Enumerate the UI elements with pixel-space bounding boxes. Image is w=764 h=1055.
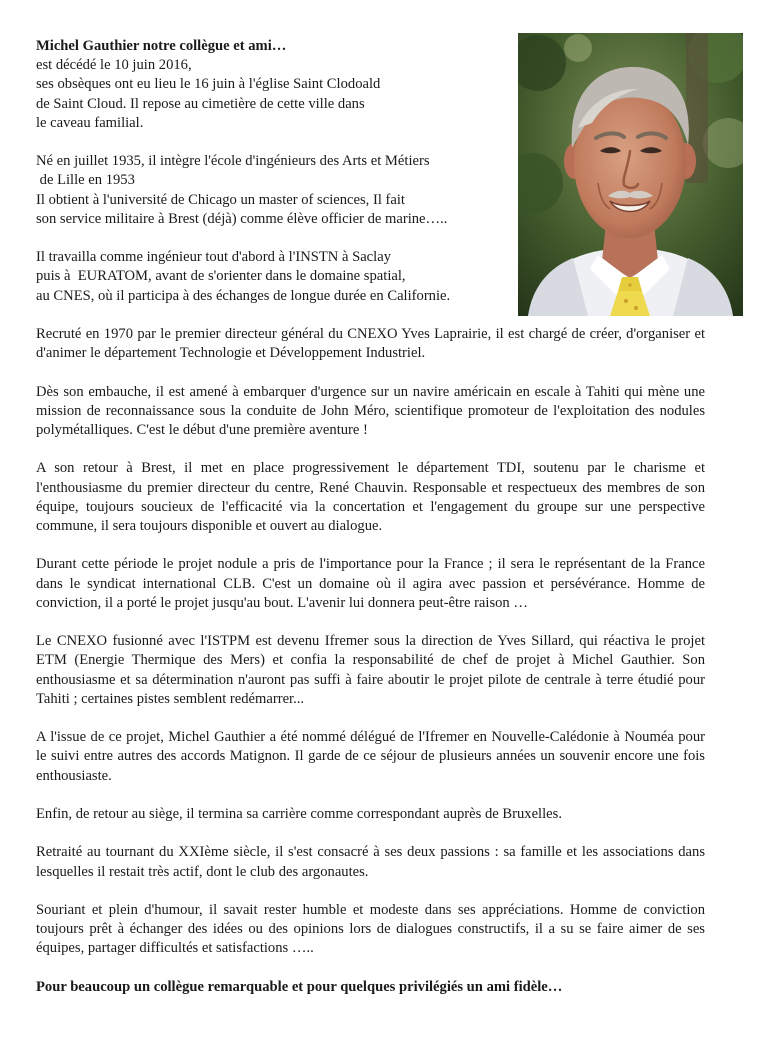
body-paragraph: Dès son embauche, il est amené à embarquer d'urgence sur un navire américain en escale à Tahiti qui mène une mission de reconnaissance sous la conduite de John Méro, scientifique promoteur de l'exploitation des nodules polymétalliques. C'est le début d'une première aventure ! — [36, 383, 705, 438]
body-paragraph: Retraité au tournant du XXIème siècle, il s'est consacré à ses deux passions : sa famille et les associations dans lesquelles il restait très actif, dont le club des argonautes. — [36, 844, 705, 880]
body-paragraph: A l'issue de ce projet, Michel Gauthier a été nommé délégué de l'Ifremer en Nouvelle-Calédonie à Nouméa pour le suivi entre autres des accords Matignon. Il garde de ce séjour de plusieurs années un souvenir encore une fois enthousiaste. — [36, 729, 705, 784]
text-line: Il travailla comme ingénieur tout d'abord à l'INSTN à Saclay — [36, 249, 391, 266]
text-line: de Saint Cloud. Il repose au cimetière de cette ville dans — [36, 95, 365, 112]
text-line: le caveau familial. — [36, 114, 144, 131]
text-line: son service militaire à Brest (déjà) comme élève officier de marine….. — [36, 210, 448, 227]
body-paragraph: Souriant et plein d'humour, il savait rester humble et modeste dans ses appréciations. Homme de conviction toujours prêt à échanger des idées ou des opinions lors de dialogues constructifs, il a su se faire aimer de ses équipes, partager difficultés et satisfactions ….. — [36, 901, 705, 957]
text-line: puis à EURATOM, avant de s'orienter dans le domaine spatial, — [36, 268, 406, 285]
closing-line: Pour beaucoup un collègue remarquable et pour quelques privilégiés un ami fidèle… — [36, 978, 563, 995]
text-line: de Lille en 1953 — [36, 172, 135, 189]
portrait-photo — [518, 33, 743, 316]
text-line: ses obsèques ont eu lieu le 16 juin à l'église Saint Clodoald — [36, 76, 381, 93]
body-paragraph: Le CNEXO fusionné avec l'ISTPM est devenu Ifremer sous la direction de Yves Sillard, qui réactiva le projet ETM (Energie Thermique des Mers) et confia la responsabilité de chef de projet à Michel Gauthier. Son enthousiasme et sa détermination n'auront pas suffi à faire aboutir le projet pilote de centrale à terre étudié pour Tahiti ; certaines pistes semblent redémarrer... — [36, 633, 705, 707]
intro-paragraph-2 — [36, 152, 516, 229]
text-line: Né en juillet 1935, il intègre l'école d'ingénieurs des Arts et Métiers — [36, 153, 430, 170]
text-line: au CNES, où il participa à des échanges de longue durée en Californie. — [36, 287, 451, 304]
body-paragraph: Durant cette période le projet nodule a pris de l'importance pour la France ; il sera le représentant de la France dans le syndicat international CLB. C'est un domaine où il agira avec passion et persévérance. Homme de conviction, il a porté le projet jusqu'au bout. L'avenir lui donnera peut-être raison … — [36, 556, 705, 611]
text-line: Il obtient à l'université de Chicago un master of sciences, Il fait — [36, 191, 405, 208]
body-paragraph: A son retour à Brest, il met en place progressivement le département TDI, soutenu par le charisme et l'enthousiasme du premier directeur du centre, René Chauvin. Responsable et respectueux des membres de son équipe, toujours soucieux de l'efficacité via la concertation et l'engagement du groupe sur une perspective commune, il sera toujours disponible et ouvert au dialogue. — [36, 460, 705, 534]
article-title: Michel Gauthier notre collègue et ami… — [36, 38, 287, 54]
body-paragraph: Enfin, de retour au siège, il termina sa carrière comme correspondant auprès de Bruxelles. — [36, 805, 562, 822]
intro-paragraph-1 — [36, 37, 516, 133]
article-body — [36, 325, 705, 1016]
intro-block — [36, 37, 516, 325]
text-line: est décédé le 10 juin 2016, — [36, 57, 192, 74]
body-paragraph: Recruté en 1970 par le premier directeur général du CNEXO Yves Laprairie, il est chargé de créer, d'organiser et d'animer le département Technologie et Développement Industriel. — [36, 326, 705, 362]
intro-paragraph-3 — [36, 248, 516, 306]
